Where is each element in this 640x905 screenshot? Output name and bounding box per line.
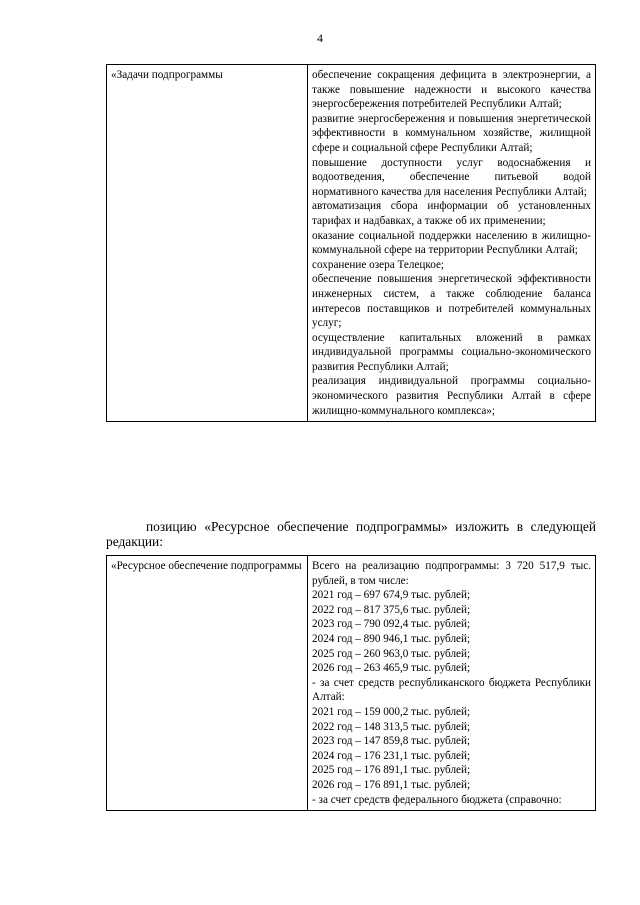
resource-line: 2026 год – 263 465,9 тыс. рублей; bbox=[312, 662, 471, 675]
resource-line: 2024 год – 176 231,1 тыс. рублей; bbox=[312, 749, 471, 762]
resource-line: - за счет средств республиканского бюджета Республики Алтай: bbox=[312, 676, 591, 704]
table-row bbox=[107, 556, 596, 811]
resource-line: 2025 год – 260 963,0 тыс. рублей; bbox=[312, 647, 471, 660]
resource-line: 2024 год – 890 946,1 тыс. рублей; bbox=[312, 632, 471, 645]
task-item: развитие энергосбережения и повышения энергетической эффективности в коммунальном хозяйстве, жилищной сфере и социальной сфере Республики Алтай; bbox=[312, 112, 591, 154]
task-item: осуществление капитальных вложений в рамках индивидуальной программы социально-экономического развития Республики Алтай; bbox=[312, 331, 591, 373]
task-item: автоматизация сбора информации об установленных тарифах и надбавках, а также об их применении; bbox=[312, 200, 591, 227]
resource-line: 2023 год – 790 092,4 тыс. рублей; bbox=[312, 618, 471, 631]
resource-line: Всего на реализацию подпрограммы: 3 720 517,9 тыс. рублей, в том числе: bbox=[312, 560, 591, 587]
resource-line: - за счет средств федерального бюджета (справочно: bbox=[312, 793, 562, 806]
resource-provision-table bbox=[106, 555, 596, 811]
resource-line: 2026 год – 176 891,1 тыс. рублей; bbox=[312, 778, 471, 791]
task-item: оказание социальной поддержки населению в жилищно-коммунальной сфере на территории Республики Алтай; bbox=[312, 229, 591, 257]
tasks-label-cell: «Задачи подпрограммы bbox=[107, 65, 308, 422]
resource-line: 2021 год – 697 674,9 тыс. рублей; bbox=[312, 589, 471, 602]
resource-line: 2023 год – 147 859,8 тыс. рублей; bbox=[312, 735, 471, 748]
amendment-text: позицию «Ресурсное обеспечение подпрограммы» изложить в следующей редакции: bbox=[106, 519, 596, 549]
task-item: реализация индивидуальной программы социально-экономического развития Республики Алтай в сфере жилищно-коммунального комплекса»; bbox=[312, 375, 591, 417]
resource-line: 2021 год – 159 000,2 тыс. рублей; bbox=[312, 705, 471, 718]
task-item: обеспечение повышения энергетической эффективности инженерных систем, а также соблюдение баланса интересов поставщиков и потребителей коммунальных услуг; bbox=[312, 273, 591, 330]
page-number: 4 bbox=[317, 31, 323, 45]
subprogram-tasks-table bbox=[106, 64, 596, 422]
task-item: сохранение озера Телецкое; bbox=[312, 258, 445, 271]
amendment-paragraph bbox=[106, 519, 596, 549]
resource-label-cell: «Ресурсное обеспечение подпрограммы bbox=[107, 556, 308, 811]
resource-content-cell bbox=[308, 556, 596, 811]
resource-line: 2022 год – 817 375,6 тыс. рублей; bbox=[312, 603, 471, 616]
table-row bbox=[107, 65, 596, 422]
tasks-content-cell bbox=[308, 65, 596, 422]
resource-line: 2022 год – 148 313,5 тыс. рублей; bbox=[312, 720, 471, 733]
resource-line: 2025 год – 176 891,1 тыс. рублей; bbox=[312, 764, 471, 777]
task-item: обеспечение сокращения дефицита в электроэнергии, а также повышение надежности и высокого качества энергосбережения потребителей Республики Алтай; bbox=[312, 69, 591, 111]
task-item: повышение доступности услуг водоснабжения и водоотведения, обеспечение питьевой водой нормативного качества для населения Республики Алтай; bbox=[312, 156, 591, 198]
